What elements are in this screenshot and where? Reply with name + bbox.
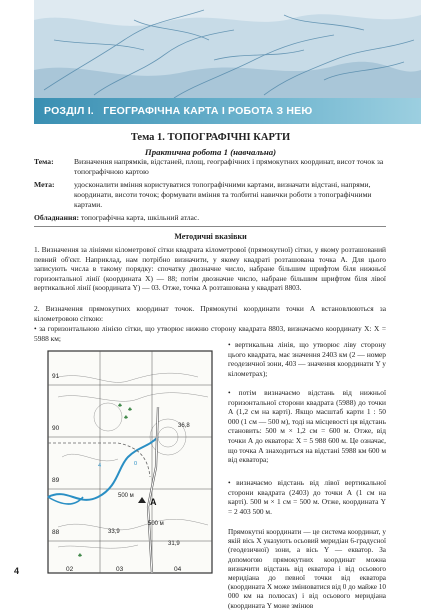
section-title <box>44 98 312 124</box>
work-title: Практична робота 1 (навчальна) <box>144 147 277 157</box>
task-header <box>34 157 386 213</box>
header-map-image <box>34 0 421 100</box>
divider <box>34 226 386 227</box>
goal-value: удосконалити вміння користуватися топографічними картами, визначати відстані, напрями, координати, висоти точок; формувати вміння та толбитні навички роботи з топографічними картами. <box>74 180 372 209</box>
svg-text:♣: ♣ <box>78 553 82 559</box>
theme-key: Тема: <box>34 157 54 166</box>
theme-value: Визначення напрямків, відстаней, площ, географічних і прямокутних координат, висот точок за топографічною картою <box>74 157 384 176</box>
grid-label-y4: 88 <box>52 529 60 536</box>
svg-text:♣: ♣ <box>124 415 128 421</box>
paragraph-3: • за горизонтальною лінією сітки, що утворює нижню сторону квадрата 8803, визначаємо координату Х: Х = 5988 км; <box>34 324 386 343</box>
distance-label-2: 500 м <box>148 521 164 527</box>
paragraph-4: • вертикальна лінія, що утворює ліву сторону цього квадрата, має значення 2403 км (2 — номер геодезичної зони, 403 — значення координати Y у кілометрах); <box>228 340 386 378</box>
paragraph-2: 2. Визначення прямокутних координат точок. Прямокутні координати точки А встановлюються за кілометровою сіткою: <box>34 304 386 323</box>
topographic-map <box>38 347 216 583</box>
grid-label-y1: 91 <box>52 373 60 380</box>
grid-label-x3: 04 <box>174 566 182 573</box>
page-number: 4 <box>14 566 20 576</box>
svg-text:♣: ♣ <box>128 407 132 413</box>
equipment-row <box>34 213 386 222</box>
grid-label-y2: 90 <box>52 425 60 432</box>
goal-key: Мета: <box>34 180 55 189</box>
height-label-3: 31,9 <box>168 541 180 547</box>
paragraph-6: • визначаємо відстань від лівої вертикальної сторони квадрата (2403) до точки А (1 см на карті). 500 м × 1 см = 500 м. Отже, координата Y = 2 403 500 м. <box>228 478 386 516</box>
svg-text:♣: ♣ <box>118 403 122 409</box>
river-label-2: 0 <box>134 461 138 467</box>
paragraph-1: 1. Визначення за лініями кілометрової сітки квадрата кілометрової (прямокутної) сітки, у якому розташований певний об'єкт. Наприклад, нам потрібно визначити, у якому квадраті розташована точка А. Для цього записують числа в такому порядку: спочатку двозначне число, набране більшим шрифтом біля нижньої горизонтальної лінії (координата Х) — 88; потім двозначне число, набране більшим шрифтом біля лівої вертикальної лінії (координата Y) — 03. Отже, точка А розташована у квадраті 8803. <box>34 245 386 293</box>
paragraph-5: • потім визначаємо відстань від нижньої горизонтальної сторони квадрата (5988) до точки А (1,2 см на карті). Якщо масштаб карти 1 : 50 000 (1 см — 500 м), тоді на місцевості ця відстань становить: 500 м × 1,2 см = 600 м. Отже, від точки А до екватора: Х = 5 988 600 м. Це означає, що точка А знаходиться на відстані 5988 км 600 м від екватора; <box>228 388 386 465</box>
height-label-2: 33,9 <box>108 529 120 535</box>
section-heading: ГЕОГРАФІЧНА КАРТА І РОБОТА З НЕЮ <box>103 105 313 117</box>
river-label-1: 4 <box>98 463 102 469</box>
equipment-key: Обладнання: <box>34 213 79 222</box>
grid-label-y3: 89 <box>52 477 60 484</box>
grid-label-x1: 02 <box>66 566 74 573</box>
equipment-value: топографічна карта, шкільний атлас. <box>80 213 200 222</box>
goal-row <box>34 180 386 210</box>
paragraph-7: Прямокутні координати — це система координат, у якій вісь Х указують осьовий меридіан 6-градусної (геодезичної) зони, а вісь Y — екватор. За допомогою прямокутних координат можна визначити відстань від екватора і від осьового меридіана до певної точки від екватора (координата Х може змінюватися від 0 до майже 10 000 км на полюсах) і від осьового меридіана (координата Y може змінюв <box>228 528 386 610</box>
guide-title: Методичні вказівки <box>174 232 247 241</box>
point-a-label: А <box>150 497 157 507</box>
grid-label-x2: 03 <box>116 566 124 573</box>
theme-row <box>34 157 386 177</box>
topic-title: Тема 1. ТОПОГРАФІЧНІ КАРТИ <box>130 132 291 143</box>
section-label: РОЗДІЛ І. <box>44 105 94 117</box>
height-label-1: 36,8 <box>178 423 190 429</box>
distance-label-1: 500 м <box>118 493 134 499</box>
